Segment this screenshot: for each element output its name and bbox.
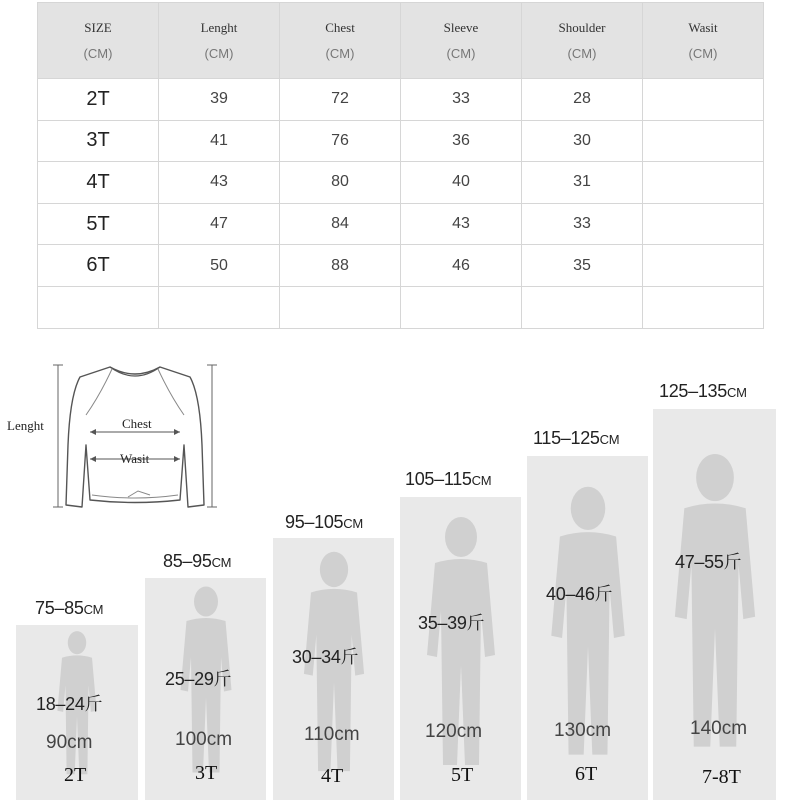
table-cell-size: 5T bbox=[38, 203, 159, 245]
garment-diagram bbox=[0, 355, 240, 525]
table-cell bbox=[643, 79, 764, 121]
height-cm-4t: 110cm bbox=[304, 724, 360, 745]
table-cell-size: 6T bbox=[38, 245, 159, 287]
waist-label: Wasit bbox=[120, 451, 150, 466]
table-cell bbox=[522, 286, 643, 328]
table-cell bbox=[643, 162, 764, 204]
height-cm-3t: 100cm bbox=[175, 729, 233, 750]
weight-range-2t: 18–24斤 bbox=[36, 694, 103, 714]
height-range-4t: 95–105CM bbox=[285, 512, 363, 532]
table-header-row bbox=[38, 3, 764, 79]
table-cell: 88 bbox=[280, 245, 401, 287]
header-length: Lenght (CM) bbox=[159, 3, 280, 79]
size-label-3t: 3T bbox=[195, 762, 218, 784]
length-label: Lenght bbox=[7, 418, 44, 433]
weight-range-6t: 40–46斤 bbox=[546, 584, 613, 604]
height-cm-2t: 90cm bbox=[46, 732, 93, 753]
height-cm-5t: 120cm bbox=[425, 721, 483, 742]
table-cell: 84 bbox=[280, 203, 401, 245]
table-cell bbox=[643, 286, 764, 328]
table-row bbox=[38, 120, 764, 162]
chest-label: Chest bbox=[122, 416, 152, 431]
header-size: SIZE (CM) bbox=[38, 3, 159, 79]
size-column-5t bbox=[400, 497, 521, 800]
table-cell: 43 bbox=[401, 203, 522, 245]
table-cell: 35 bbox=[522, 245, 643, 287]
size-label-4t: 4T bbox=[321, 765, 344, 787]
size-column-7-8t bbox=[653, 409, 776, 800]
table-row bbox=[38, 79, 764, 121]
table-cell: 33 bbox=[401, 79, 522, 121]
size-column-4t bbox=[273, 538, 394, 800]
height-cm-6t: 130cm bbox=[554, 720, 612, 741]
height-range-6t: 115–125CM bbox=[533, 428, 620, 448]
height-range-2t: 75–85CM bbox=[35, 598, 104, 618]
size-label-5t: 5T bbox=[451, 764, 474, 786]
weight-range-7-8t: 47–55斤 bbox=[675, 552, 742, 572]
size-column-6t bbox=[527, 456, 648, 800]
table-cell: 72 bbox=[280, 79, 401, 121]
table-cell: 47 bbox=[159, 203, 280, 245]
table-cell-size: 4T bbox=[38, 162, 159, 204]
table-cell bbox=[643, 120, 764, 162]
weight-range-3t: 25–29斤 bbox=[165, 669, 232, 689]
weight-range-5t: 35–39斤 bbox=[418, 613, 485, 633]
header-chest: Chest (CM) bbox=[280, 3, 401, 79]
header-shoulder: Shoulder (CM) bbox=[522, 3, 643, 79]
table-cell: 76 bbox=[280, 120, 401, 162]
weight-range-4t: 30–34斤 bbox=[292, 647, 359, 667]
table-cell bbox=[159, 286, 280, 328]
table-cell bbox=[401, 286, 522, 328]
table-cell: 80 bbox=[280, 162, 401, 204]
table-cell: 43 bbox=[159, 162, 280, 204]
table-cell-size: 2T bbox=[38, 79, 159, 121]
table-cell-size: 3T bbox=[38, 120, 159, 162]
table-cell: 33 bbox=[522, 203, 643, 245]
sweatshirt-outline-icon bbox=[0, 355, 240, 525]
size-label-2t: 2T bbox=[64, 764, 87, 786]
header-sleeve: Sleeve (CM) bbox=[401, 3, 522, 79]
height-range-3t: 85–95CM bbox=[163, 551, 232, 571]
height-cm-7-8t: 140cm bbox=[690, 718, 748, 739]
table-cell: 50 bbox=[159, 245, 280, 287]
table-cell: 36 bbox=[401, 120, 522, 162]
table-cell: 40 bbox=[401, 162, 522, 204]
table-cell: 28 bbox=[522, 79, 643, 121]
header-waist: Wasit (CM) bbox=[643, 3, 764, 79]
height-range-5t: 105–115CM bbox=[405, 469, 492, 489]
table-cell: 46 bbox=[401, 245, 522, 287]
table-row bbox=[38, 245, 764, 287]
table-cell bbox=[643, 245, 764, 287]
table-row bbox=[38, 162, 764, 204]
table-row bbox=[38, 286, 764, 328]
size-label-7-8t: 7-8T bbox=[702, 766, 741, 788]
height-range-7-8t: 125–135CM bbox=[659, 381, 747, 401]
table-cell: 31 bbox=[522, 162, 643, 204]
table-cell bbox=[643, 203, 764, 245]
table-cell: 30 bbox=[522, 120, 643, 162]
size-label-6t: 6T bbox=[575, 763, 598, 785]
table-cell: 41 bbox=[159, 120, 280, 162]
table-cell-size bbox=[38, 286, 159, 328]
table-row bbox=[38, 203, 764, 245]
table-cell bbox=[280, 286, 401, 328]
table-cell: 39 bbox=[159, 79, 280, 121]
size-table bbox=[37, 2, 764, 329]
